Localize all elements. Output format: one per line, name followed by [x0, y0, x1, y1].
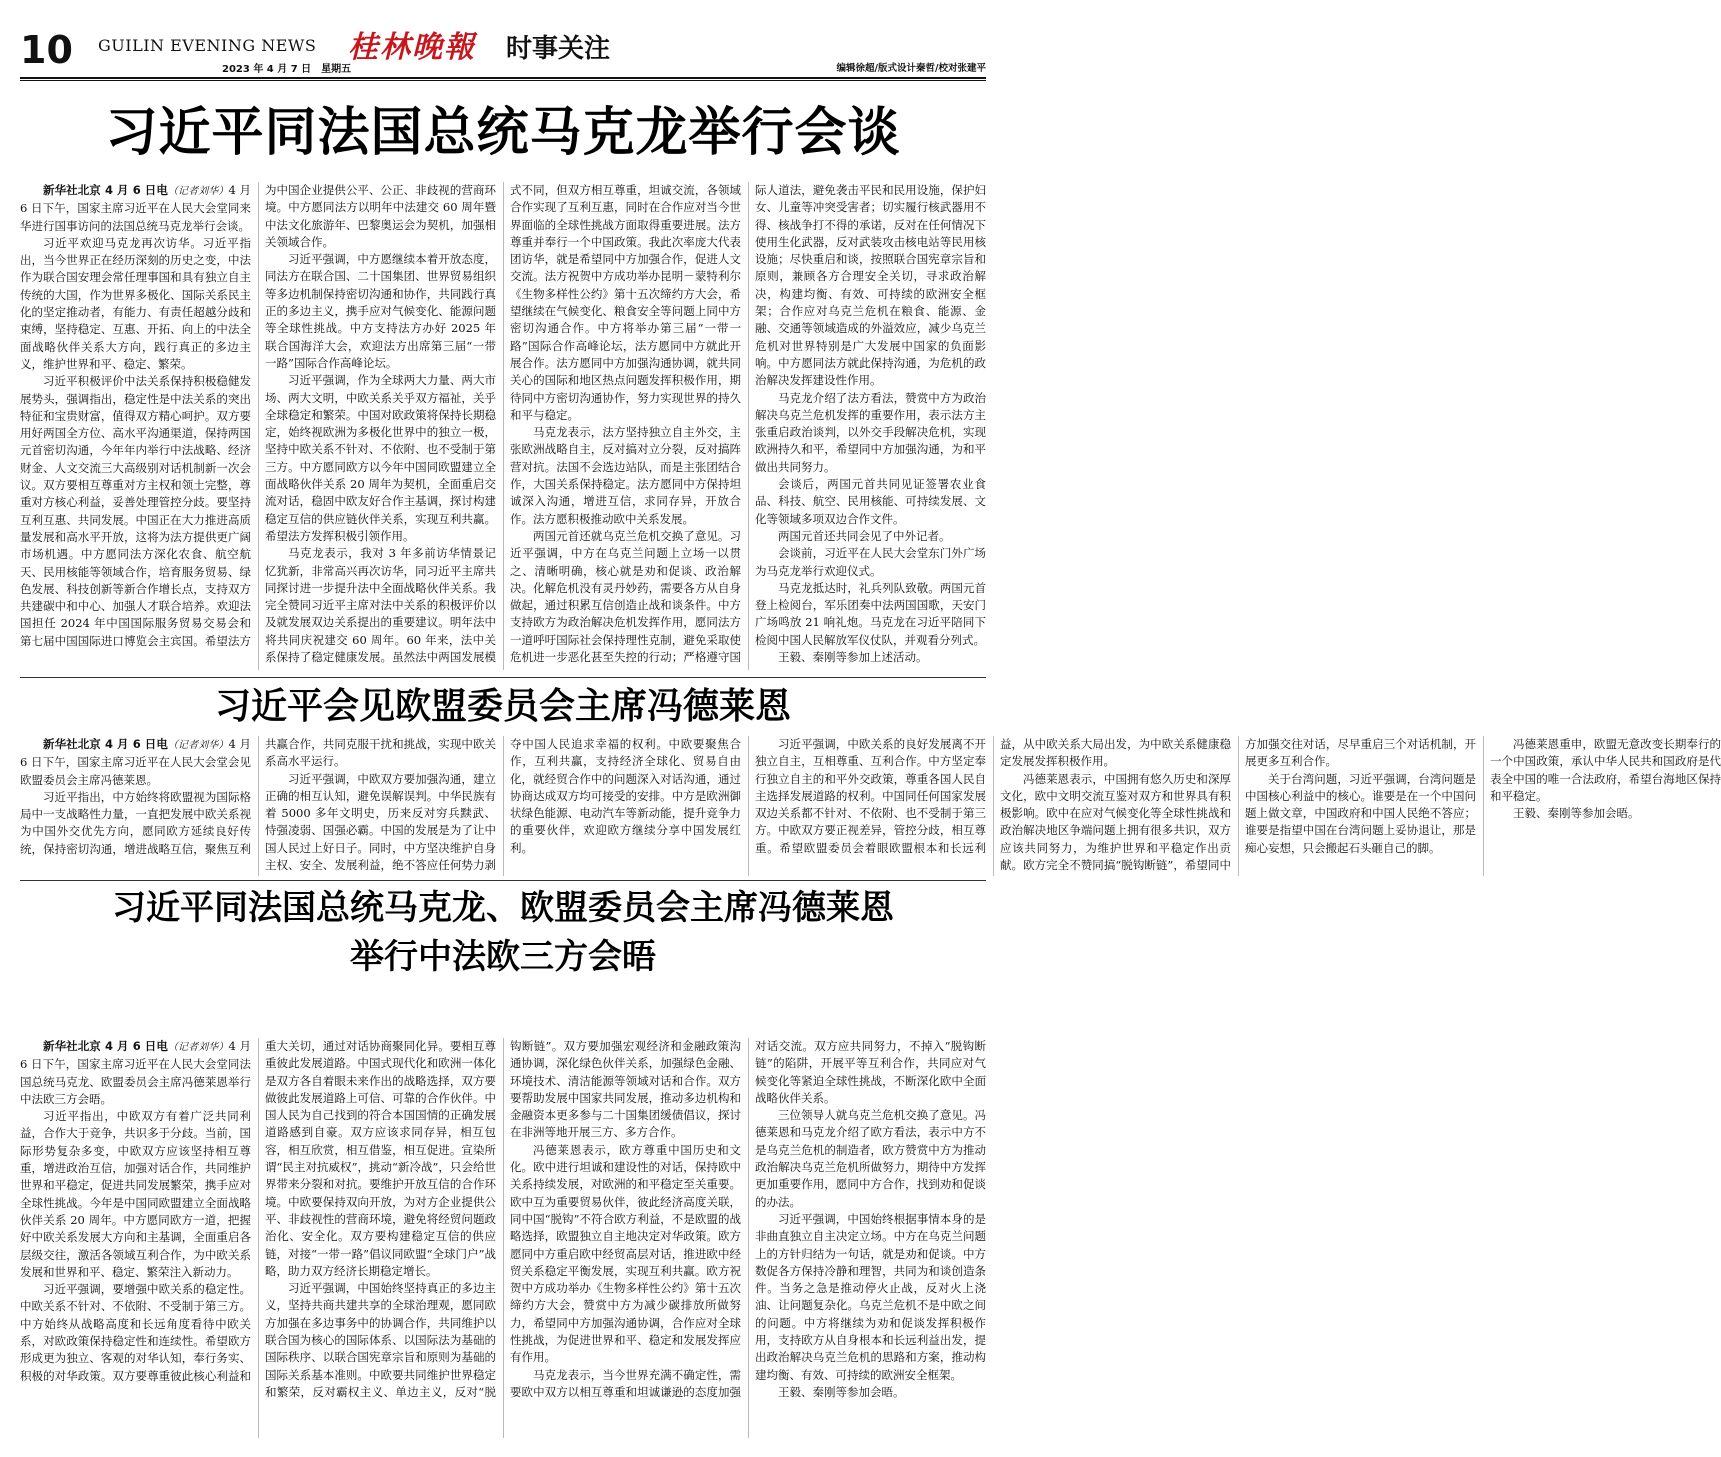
paragraph-text: 习近平指出，中方始终将欧盟视为国际格局中一支战略性力量，一直把发展中欧关系视为中国外交优先方向，愿同欧方延续良好传统，保持密切沟通，增进战略互信，聚焦互利共赢合作，共同克服干扰和挑战，实现中欧关系高水平运行。 [20, 737, 496, 856]
article-3-body [20, 1038, 986, 1438]
paragraph-text: 马克龙介绍了法方看法，赞赏中方为政治解决乌克兰危机发挥的重要作用，表示法方主张重启政治谈判，以外交手段解决危机，实现欧洲持久和平，希望同中方加强沟通，为和平做出共同努力。 [755, 390, 986, 474]
paragraph-text: 马克龙表示，法方坚持独立自主外交，主张欧洲战略自主，反对搞对立分裂，反对搞阵营对抗。法国不会选边站队，而是主张团结合作，大国关系保持稳定。法方愿同中方保持坦诚深入沟通，增进互信，求同存异，开放合作。法方愿积极推动欧中关系发展。 [510, 425, 741, 526]
article-paragraph [20, 1108, 251, 1281]
paragraph-text: 冯德莱恩表示，欧方尊重中国历史和文化。欧中进行坦诚和建设性的对话，保持欧中关系持续发展，对欧洲的和平稳定至关重要。欧中互为重要贸易伙伴，彼此经济高度关联，同中国“脱钩”不符合欧方利益，不是欧盟的战略选择，欧盟独立自主地决定对华政策。欧方愿同中方重启欧中经贸高层对话，推进欧中经贸关系稳定平衡发展，实现互利共赢。欧方祝贺中方成功举办《生物多样性公约》第十五次缔约方大会，赞赏中方为减少碳排放所做努力，希望同中方加强沟通协调，合作应对全球性挑战，为促进世界和平、稳定和发展发挥应有作用。 [510, 1142, 741, 1365]
paragraph-text: 习近平指出，中欧双方有着广泛共同利益，合作大于竞争，共识多于分歧。当前，国际形势复杂多变，中欧双方应该坚持相互尊重，增进政治互信，加强对话合作，共同维护世界和平稳定，促进共同发展繁荣，携手应对全球性挑战。今年是中国同欧盟建立全面战略伙伴关系 20 周年。中方愿同欧方一道，把握好中欧关系发展大方向和主基调，全面重启各层级交往，激活各领域互利合作，为中欧关系发展和世界和平、稳定、繁荣注入新动力。 [20, 1109, 251, 1279]
article-paragraph [755, 1107, 986, 1211]
article-paragraph [755, 1211, 986, 1384]
page-number: 10 [20, 28, 73, 72]
paragraph-text: 4 月 6 日下午，国家主席习近平在人民大会堂同来华进行国事访问的法国总统马克龙举行会谈。 [20, 183, 251, 233]
article-paragraph [510, 1142, 741, 1367]
article-divider [20, 880, 986, 881]
paragraph-text: 两国元首还就乌克兰危机交换了意见。习近平强调，中方在乌克兰问题上立场一以贯之、清晰明确，核心就是劝和促谈、政治解决。化解危机没有灵丹妙药，需要各方从自身做起，通过积累互信创造止战和谈条件。中方支持欧方为政治解决危机发挥作用，愿同法方一道呼吁国际社会保持理性克制，避免采取使危机进一步恶化甚至失控的行动；严格遵守国际人道法，避免袭击平民和民用设施，保护妇女、儿童等冲突受害者；切实履行核武器用不得、核战争打不得的承诺，反对在任何情况下使用生化武器，反对武装攻击核电站等民用核设施；尽快重启和谈，按照联合国宪章宗旨和原则，兼顾各方合理安全关切，寻求政治解决，构建均衡、有效、可持续的欧洲安全框架；合作应对乌克兰危机在粮食、能源、金融、交通等领域造成的外溢效应，减少乌克兰危机对世界特别是广大发展中国家的负面影响。中方愿同法方就此保持沟通，为危机的政治解决发挥建设性作用。 [510, 183, 986, 665]
paragraph-text: 4 月 6 日下午，国家主席习近平在人民大会堂会见欧盟委员会主席冯德莱恩。 [20, 737, 251, 787]
article-paragraph [20, 235, 251, 373]
article-paragraph [20, 1038, 251, 1108]
paragraph-text: 会谈后，两国元首共同见证签署农业食品、科技、航空、民用核能、可持续发展、文化等领域多项双边合作文件。 [755, 477, 986, 526]
article-paragraph [1490, 736, 1721, 805]
article-2-headline: 习近平会见欧盟委员会主席冯德莱恩 [214, 686, 791, 727]
paragraph-text: 会谈前，习近平在人民大会堂东门外广场为马克龙举行欢迎仪式。 [755, 546, 986, 578]
article-1-headline: 习近平同法国总统马克龙举行会谈 [105, 103, 901, 163]
article-paragraph [1490, 805, 1721, 822]
issue-date: 2023 年 4 月 7 日 星期五 [222, 64, 352, 75]
paragraph-text: 三位领导人就乌克兰危机交换了意见。冯德莱恩和马克龙介绍了欧方看法，表示中方不是乌克兰危机的制造者，欧方赞赏中方为推动政治解决乌克兰危机所做努力，期待中方发挥更加重要作用，愿同中方合作，找到劝和促谈的办法。 [755, 1108, 986, 1209]
article-divider [20, 677, 986, 678]
paragraph-text: 习近平强调，中国始终根据事情本身的是非曲直独立自主决定立场。中方在乌克兰问题上的方针归结为一句话，就是劝和促谈。中方数促各方保持冷静和理智，共同为和谈创造条件。当务之急是推动停火止战，反对火上浇油、让问题复杂化。乌克兰危机不是中欧之间的问题。中方将继续为劝和促谈发挥积极作用，支持欧方从自身根本和长远利益出发，提出政治解决乌克兰危机的思路和方案，推动构建均衡、有效、可持续的欧洲安全框架。 [755, 1211, 986, 1382]
dateline: 新华社北京 4 月 6 日电 [43, 737, 168, 751]
paragraph-text: 习近平强调，中欧关系的良好发展离不开独立自主，互相尊重、互利合作。中方坚定奉行独立自主的和平外交政策，尊重各国人民自主选择发展道路的权利。中国同任何国家发展双边关系都不针对、不依附、也不受制于第三方。中欧双方要正视差异，管控分歧，相互尊重。希望欧盟委员会着眼欧盟根本和长远利益，从中欧关系大局出发，为中欧关系健康稳定发展发挥积极作用。 [755, 737, 1231, 855]
reporter-credit: （记者刘华） [167, 186, 229, 197]
masthead [20, 30, 986, 74]
article-paragraph [1245, 771, 1476, 857]
article-paragraph [755, 1384, 986, 1401]
article-paragraph [265, 251, 496, 372]
paragraph-text: 马克龙抵达时，礼兵列队致敬。两国元首登上检阅台，军乐团奏中法两国国歌，天安门广场鸣放 21 响礼炮。马克龙在习近平陪同下检阅中国人民解放军仪仗队，并观看分列式。 [755, 580, 986, 647]
newspaper-logo: 桂林晚報 [348, 30, 476, 65]
article-paragraph [510, 424, 741, 528]
masthead-rule-thin [20, 80, 986, 81]
article-paragraph [755, 649, 986, 666]
paragraph-text: 王毅、秦刚等参加会晤。 [1513, 806, 1640, 821]
article-paragraph [755, 528, 986, 545]
paragraph-text: 习近平强调，中欧双方要加强沟通，建立正确的相互认知，避免误解误判。中华民族有着 5000 多年文明史，历来反对穷兵黩武、恃强凌弱、国强必霸。中国的发展是为了让中国人民过上好日子。同时，中方坚决维护自身主权、安全、发展利益，绝不答应任何势力剥夺中国人民追求幸福的权利。中欧要聚焦合作，互利共赢，支持经济全球化、贸易自由化，就经贸合作中的问题深入对话沟通，通过协商达成双方均可接受的安排。中方是欧洲御状绿色能源、电动汽车等新动能，提升竞争力的重要伙伴，欢迎欧方继续分享中国发展红利。 [265, 737, 741, 873]
paragraph-text: 两国元首还共同会见了中外记者。 [778, 528, 951, 543]
article-3-headline-line1: 习近平同法国总统马克龙、欧盟委员会主席冯德莱恩 [112, 888, 894, 928]
paragraph-text: 习近平强调，中国始终坚持真正的多边主义，坚持共商共建共享的全球治理观，愿同欧方加强在多边事务中的协调合作，共同维护以联合国为核心的国际体系、以国际法为基础的国际秩序、以联合国宪章宗旨和原则为基础的国际关系基本准则。中欧要共同维护世界稳定和繁荣，反对霸权主义、单边主义，反对“脱钩断链”。双方要加强宏观经济和金融政策沟通协调，深化绿色伙伴关系，加强绿色金融、环境技术、清洁能源等领域对话和合作。双方要帮助发展中国家共同发展，推动多边机构和金融资本更多参与二十国集团缓债倡议，探讨在非洲等地开展三方、多方合作。 [265, 1039, 741, 1399]
paragraph-text: 习近平强调，中方愿继续本着开放态度，同法方在联合国、二十国集团、世界贸易组织等多边机制保持密切沟通和协作，共同践行真正的多边主义，携手应对气候变化、能源问题等全球性挑战。中方支持法方办好 2025 年联合国海洋大会，欢迎法方出席第三届“一带一路”国际合作高峰论坛。 [265, 252, 496, 370]
paper-name-english: GUILIN EVENING NEWS [98, 36, 317, 55]
paragraph-text: 冯德莱恩重申，欧盟无意改变长期奉行的一个中国政策，承认中华人民共和国政府是代表全中国的唯一合法政府，希望台海地区保持和平稳定。 [1490, 737, 1721, 803]
masthead-rule [20, 77, 986, 79]
article-1-body [20, 182, 986, 670]
paragraph-text: 马克龙表示，当今世界充满不确定性，需要欧中双方以相互尊重和坦诚谦逊的态度加强对话交流。双方应共同努力，不掉入“脱钩断链”的陷阱，开展平等互利合作，共同应对气候变化等紧迫全球性挑战，不断深化欧中全面战略伙伴关系。 [510, 1039, 986, 1399]
article-3-headline-line2: 举行中法欧三方会晤 [350, 937, 656, 977]
paragraph-text: 习近平积极评价中法关系保持积极稳健发展势头，强调指出，稳定性是中法关系的突出特征和宝贵财富，值得双方精心呵护。双方要用好两国全方位、高水平沟通渠道，保持两国元首密切沟通，今年年内举行中法战略、经济财金、人文交流三大高级别对话机制新一次会议。双方要相互尊重对方主权和领土完整，尊重对方核心利益，妥善处理管控分歧。要坚持互利互惠、共同发展。中国正在大力推进高质量发展和高水平开放，这将为法方提供更广阔市场机遇。中方愿同法方深化农食、航空航天、民用核能等领域合作，培育服务贸易、绿色发展、科技创新等新合作增长点，支持双方共建碳中和中心、加强人才联合培养。欢迎法国担任 2024 年中国国际服务贸易交易会和第七届中国国际进口博览会主宾国。希望法方为中国企业提供公平、公正、非歧视的营商环境。中方愿同法方以明年中法建交 60 周年暨中法文化旅游年、巴黎奥运会为契机，加强相关领域合作。 [20, 183, 496, 648]
paragraph-text: 关于台湾问题，习近平强调，台湾问题是中国核心利益中的核心。谁要是在一个中国问题上做文章，中国政府和中国人民绝不答应；谁要是指望中国在台湾问题上妥协退让，那是痴心妄想，只会搬起石头砸自己的脚。 [1245, 771, 1476, 855]
paragraph-text: 马克龙表示，我对 3 年多前访华情景记忆犹新，非常高兴再次访华，同习近平主席共同探讨进一步提升法中全面战略伙伴关系。我完全赞同习近平主席对法中关系的积极评价以及就发展双边关系提出的重要建议。明年法中将共同庆祝建交 60 周年。60 年来，法中关系保持了稳定健康发展。虽然法中两国发展模式不同，但双方相互尊重，坦诚交流，各领域合作实现了互利互惠，同时在合作应对当今世界面临的全球性挑战方面取得重要进展。法方尊重并奉行一个中国政策。我此次率庞大代表团访华，就是希望同中方加强合作，促进人文交流。法方祝贺中方成功举办昆明－蒙特利尔《生物多样性公约》第十五次缔约方大会，希望继续在气候变化、粮食安全等问题上同中方密切沟通合作。中方将举办第三届“一带一路”国际合作高峰论坛，法方愿同中方就此开展合作。法方愿同中方加强沟通协调，就共同关心的国际和地区热点问题发挥积极作用，期待同中方密切沟通协作，努力实现世界的持久和平与稳定。 [265, 183, 741, 665]
dateline: 新华社北京 4 月 6 日电 [43, 1039, 168, 1053]
article-paragraph [755, 580, 986, 649]
paragraph-text: 王毅、秦刚等参加会晤。 [778, 1384, 905, 1399]
paragraph-text: 4 月 6 日下午，国家主席习近平在人民大会堂同法国总统马克龙、欧盟委员会主席冯德莱恩举行中法欧三方会晤。 [20, 1039, 251, 1106]
article-paragraph [20, 736, 251, 789]
paragraph-text: 冯德莱恩表示，中国拥有悠久历史和深厚文化，欧中文明交流互鉴对双方和世界具有积极影响。欧中在应对气候变化等全球性挑战和政治解决地区争端问题上拥有很多共识，双方应该共同努力，为维护世界和平稳定作出贡献。欧方完全不赞同搞“脱钩断链”，希望同中方加强交往对话，尽早重启三个对话机制，开展更多互利合作。 [1000, 737, 1476, 873]
reporter-credit: （记者刘华） [167, 1042, 229, 1053]
dateline: 新华社北京 4 月 6 日电 [43, 183, 168, 197]
article-2-body [20, 736, 1721, 876]
article-paragraph [265, 372, 496, 545]
article-paragraph [755, 390, 986, 476]
paragraph-text: 习近平强调，作为全球两大力量、两大市场、两大文明，中欧关系关乎双方福祉，关乎全球稳定和繁荣。中国对欧政策将保持长期稳定，始终视欧洲为多极化世界中的独立一极，坚持中欧关系不针对、不依附、也不受制于第三方。中方愿同欧方以今年中国同欧盟建立全面战略伙伴关系 20 周年为契机，全面重启交流对话，稳固中欧友好合作主基调，探讨构建稳定互信的供应链伙伴关系，实现互利共赢。希望法方发挥积极引领作用。 [265, 373, 496, 543]
paragraph-text: 习近平欢迎马克龙再次访华。习近平指出，当今世界正在经历深刻的历史之变，中法作为联合国安理会常任理事国和具有独立自主传统的大国，作为世界多极化、国际关系民主化的坚定推动者，有能力、有责任超越分歧和束缚，坚持稳定、互惠、开拓、向上的中法全面战略伙伴关系大方向，践行真正的多边主义，维护世界和平、稳定、繁荣。 [20, 235, 251, 371]
editors-credit: 编辑徐超/版式设计秦哲/校对张建平 [836, 63, 986, 74]
article-paragraph [755, 545, 986, 580]
paragraph-text: 王毅、秦刚等参加上述活动。 [778, 650, 928, 665]
article-paragraph [755, 476, 986, 528]
reporter-credit: （记者刘华） [167, 740, 229, 751]
section-title: 时事关注 [506, 34, 611, 64]
article-paragraph [20, 182, 251, 235]
paragraph-text: 习近平强调，要增强中欧关系的稳定性。中欧关系不针对、不依附、不受制于第三方。中方始终从战略高度和长远角度看待中欧关系，对欧政策保持稳定性和连续性。希望欧方形成更为独立、客观的对华认知，奉行务实、积极的对华政策。双方要尊重彼此核心利益和重大关切，通过对话协商聚同化异。要相互尊重彼此发展道路。中国式现代化和欧洲一体化是双方各自着眼未来作出的战略选择，双方要做彼此发展道路上可信、可靠的合作伙伴。中国人民为自己找到的符合本国国情的正确发展道路感到自豪。双方应该求同存异，相互包容，相互欣赏，相互借鉴，相互促进。宣染所谓“民主对抗威权”，挑动“新冷战”，只会给世界带来分裂和对抗。要维护开放互信的合作环境。中欧要保持双向开放，为对方企业提供公平、非歧视性的营商环境，避免将经贸问题政治化、安全化。双方要构建稳定互信的供应链，对接“一带一路”倡议同欧盟“全球门户”战略，助力双方经济长期稳定增长。 [20, 1039, 496, 1383]
